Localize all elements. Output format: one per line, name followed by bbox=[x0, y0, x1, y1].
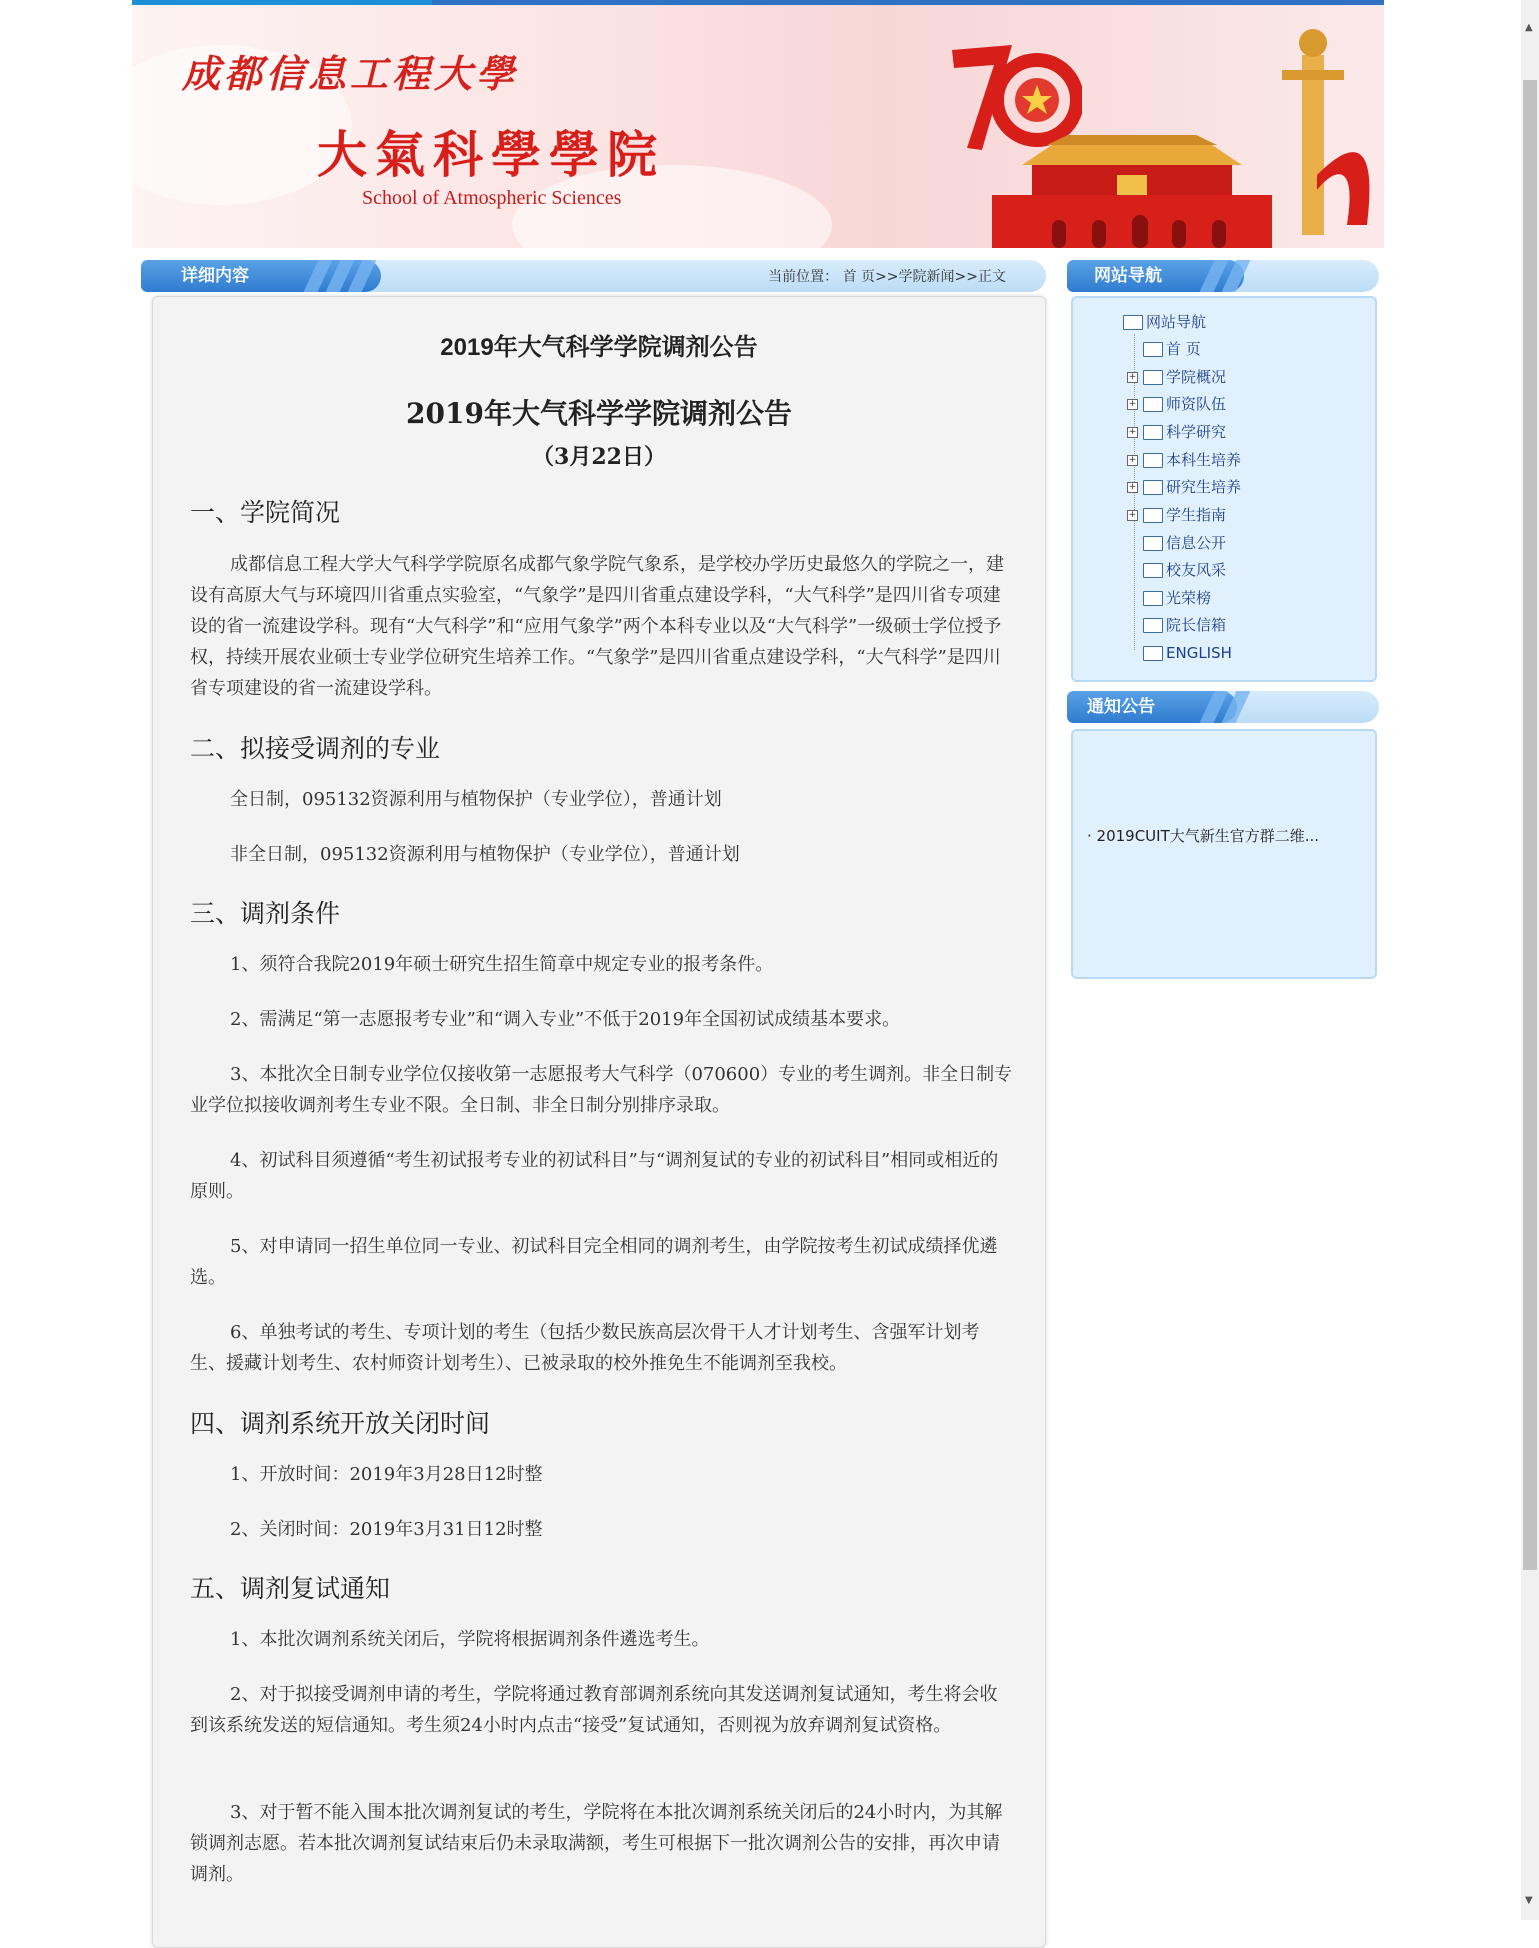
nav-item-label: 研究生培养 bbox=[1166, 478, 1242, 496]
expand-icon[interactable]: + bbox=[1128, 455, 1137, 465]
paragraph: 成都信息工程大学大气科学学院原名成都气象学院气象系，是学校办学历史最悠久的学院之一，建设有高原大气与环境四川省重点实验室，“气象学”是四川省重点建设学科，“大气科学”是四川省专项建设的省一流建设学科。现有“大气科学”和“应用气象学”两个本科专业以及“大气科学”一级硕士学位授予权，持续开展农业硕士专业学位研究生培养工作。“气象学”是四川省重点建设学科，“大气科学”是四川省专项建设的省一流建设学科。 bbox=[190, 554, 1004, 699]
section-heading: 一、学院简况 bbox=[190, 498, 341, 527]
nav-item-label: 本科生培养 bbox=[1166, 451, 1242, 469]
nav-item-label: 光荣榜 bbox=[1166, 589, 1212, 607]
folder-icon bbox=[1143, 342, 1163, 357]
paragraph: 5、对申请同一招生单位同一专业、初试科目完全相同的调剂考生，由学院按考生初试成绩择优遴选。 bbox=[190, 1236, 998, 1288]
breadcrumb-news-link[interactable]: 学院新闻 bbox=[898, 269, 955, 285]
notices-panel bbox=[1071, 729, 1377, 979]
nav-item-faculty[interactable] bbox=[1128, 394, 1227, 414]
tree-root-label: 网站导航 bbox=[1146, 313, 1207, 331]
breadcrumb-current: 正文 bbox=[978, 269, 1006, 285]
school-name: 成都信息工程大學 bbox=[182, 51, 519, 96]
page-title: 2019年大气科学学院调剂公告 bbox=[440, 334, 758, 361]
college-name: 大氣科學學院 bbox=[317, 125, 665, 184]
nav-item-disclosure[interactable] bbox=[1143, 533, 1226, 553]
nav-item-label: 首 页 bbox=[1166, 340, 1201, 358]
nav-item-label: ENGLISH bbox=[1166, 644, 1232, 662]
paragraph: 1、须符合我院2019年硕士研究生招生简章中规定专业的报考条件。 bbox=[230, 954, 774, 975]
paragraph: 4、初试科目须遵循“考生初试报考专业的初试科目”与“调剂复试的专业的初试科目”相同或相近的原则。 bbox=[190, 1150, 999, 1202]
nav-item-label: 信息公开 bbox=[1166, 534, 1227, 552]
nav-item-label: 学院概况 bbox=[1166, 368, 1227, 386]
paragraph: 2、对于拟接受调剂申请的考生，学院将通过教育部调剂系统向其发送调剂复试通知，考生将会收到该系统发送的短信通知。考生须24小时内点击“接受”复试通知，否则视为放弃调剂复试资格。 bbox=[190, 1684, 998, 1736]
nav-item-english[interactable] bbox=[1143, 643, 1232, 663]
folder-icon bbox=[1143, 591, 1163, 606]
nav-item-label: 学生指南 bbox=[1166, 506, 1227, 524]
folder-icon bbox=[1143, 397, 1163, 412]
scrollbar-thumb[interactable] bbox=[1523, 80, 1537, 1570]
paragraph: 3、本批次全日制专业学位仅接收第一志愿报考大气科学（070600）专业的考生调剂。非全日制专业学位拟接收调剂考生专业不限。全日制、非全日制分别排序录取。 bbox=[190, 1064, 1013, 1116]
breadcrumb-separator: >> bbox=[954, 269, 978, 285]
folder-icon bbox=[1143, 618, 1163, 633]
nav-item-label: 校友风采 bbox=[1166, 561, 1227, 579]
nav-item-label: 科学研究 bbox=[1166, 423, 1227, 441]
breadcrumb bbox=[768, 260, 1006, 294]
folder-icon bbox=[1143, 646, 1163, 661]
tiananmen-illustration bbox=[992, 135, 1272, 248]
notice-link[interactable]: · 2019CUIT大气新生官方群二维... bbox=[1087, 827, 1320, 845]
paragraph: 1、开放时间：2019年3月28日12时整 bbox=[230, 1464, 543, 1485]
site-nav-panel bbox=[1071, 296, 1377, 682]
expand-icon[interactable]: + bbox=[1128, 372, 1137, 382]
nav-item-undergrad[interactable] bbox=[1128, 450, 1242, 470]
folder-open-icon bbox=[1123, 315, 1143, 330]
article-panel bbox=[152, 296, 1046, 1948]
college-english-name: School of Atmospheric Sciences bbox=[362, 187, 622, 209]
site-banner bbox=[132, 5, 1384, 248]
paragraph: 1、本批次调剂系统关闭后，学院将根据调剂条件遴选考生。 bbox=[230, 1629, 710, 1650]
section-heading: 三、调剂条件 bbox=[190, 899, 341, 928]
paragraph: 6、单独考试的考生、专项计划的考生（包括少数民族高层次骨干人才计划考生、含强军计划考生、援藏计划考生、农村师资计划考生）、已被录取的校外推免生不能调剂至我校。 bbox=[190, 1322, 980, 1374]
notices-tab bbox=[1067, 691, 1237, 723]
site-nav-tab bbox=[1067, 260, 1244, 292]
nav-item-alumni[interactable] bbox=[1143, 560, 1226, 580]
scroll-up-arrow-icon[interactable]: ▲ bbox=[1525, 22, 1533, 33]
tree-root[interactable] bbox=[1123, 312, 1206, 332]
breadcrumb-home-link[interactable]: 首 页 bbox=[842, 269, 876, 285]
document-title: 2019年大气科学学院调剂公告 bbox=[406, 397, 792, 430]
expand-icon[interactable]: + bbox=[1128, 482, 1137, 492]
section-heading: 四、调剂系统开放关闭时间 bbox=[190, 1409, 491, 1438]
folder-icon bbox=[1143, 480, 1163, 495]
nav-item-honors[interactable] bbox=[1143, 588, 1211, 608]
site-nav-tab-label: 网站导航 bbox=[1094, 266, 1162, 286]
folder-icon bbox=[1143, 425, 1163, 440]
huabiao-column-illustration bbox=[1247, 15, 1377, 245]
nav-item-label: 院长信箱 bbox=[1166, 616, 1227, 634]
section-heading: 二、拟接受调剂的专业 bbox=[190, 734, 441, 763]
scroll-down-arrow-icon[interactable]: ▼ bbox=[1525, 1895, 1533, 1906]
content-tab-label: 详细内容 bbox=[181, 266, 249, 286]
nav-item-student-guide[interactable] bbox=[1128, 505, 1227, 525]
page-scrollbar[interactable] bbox=[1521, 0, 1539, 1920]
expand-icon[interactable]: + bbox=[1128, 399, 1137, 409]
folder-icon bbox=[1143, 536, 1163, 551]
notices-header-bar bbox=[1067, 691, 1379, 723]
breadcrumb-prefix: 当前位置： bbox=[768, 269, 839, 285]
paragraph: 3、对于暂不能入围本批次调剂复试的考生，学院将在本批次调剂系统关闭后的24小时内，为其解锁调剂志愿。若本批次调剂复试结束后仍未录取满额，考生可根据下一批次调剂公告的安排，再次申请调剂。 bbox=[190, 1802, 1003, 1885]
notices-tab-label: 通知公告 bbox=[1087, 697, 1155, 717]
section-heading: 五、调剂复试通知 bbox=[190, 1574, 391, 1603]
content-header-bar bbox=[141, 260, 1046, 292]
paragraph: 全日制，095132资源利用与植物保护（专业学位），普通计划 bbox=[230, 789, 722, 810]
folder-icon bbox=[1143, 370, 1163, 385]
content-tab bbox=[141, 260, 381, 292]
folder-icon bbox=[1143, 563, 1163, 578]
nav-item-home[interactable] bbox=[1143, 339, 1201, 359]
paragraph: 2、关闭时间：2019年3月31日12时整 bbox=[230, 1519, 543, 1540]
breadcrumb-separator: >> bbox=[875, 269, 899, 285]
nav-item-dean-mailbox[interactable] bbox=[1143, 615, 1226, 635]
expand-icon[interactable]: + bbox=[1128, 510, 1137, 520]
folder-icon bbox=[1143, 453, 1163, 468]
folder-icon bbox=[1143, 508, 1163, 523]
nav-item-graduate[interactable] bbox=[1128, 477, 1242, 497]
site-nav-header-bar bbox=[1067, 260, 1379, 292]
nav-item-research[interactable] bbox=[1128, 422, 1227, 442]
expand-icon[interactable]: + bbox=[1128, 427, 1137, 437]
nav-item-label: 师资队伍 bbox=[1166, 395, 1227, 413]
nav-item-about[interactable] bbox=[1128, 367, 1227, 387]
document-date: （3月22日） bbox=[532, 444, 666, 470]
paragraph: 2、需满足“第一志愿报考专业”和“调入专业”不低于2019年全国初试成绩基本要求。 bbox=[230, 1009, 901, 1030]
paragraph: 非全日制，095132资源利用与植物保护（专业学位），普通计划 bbox=[230, 844, 740, 865]
